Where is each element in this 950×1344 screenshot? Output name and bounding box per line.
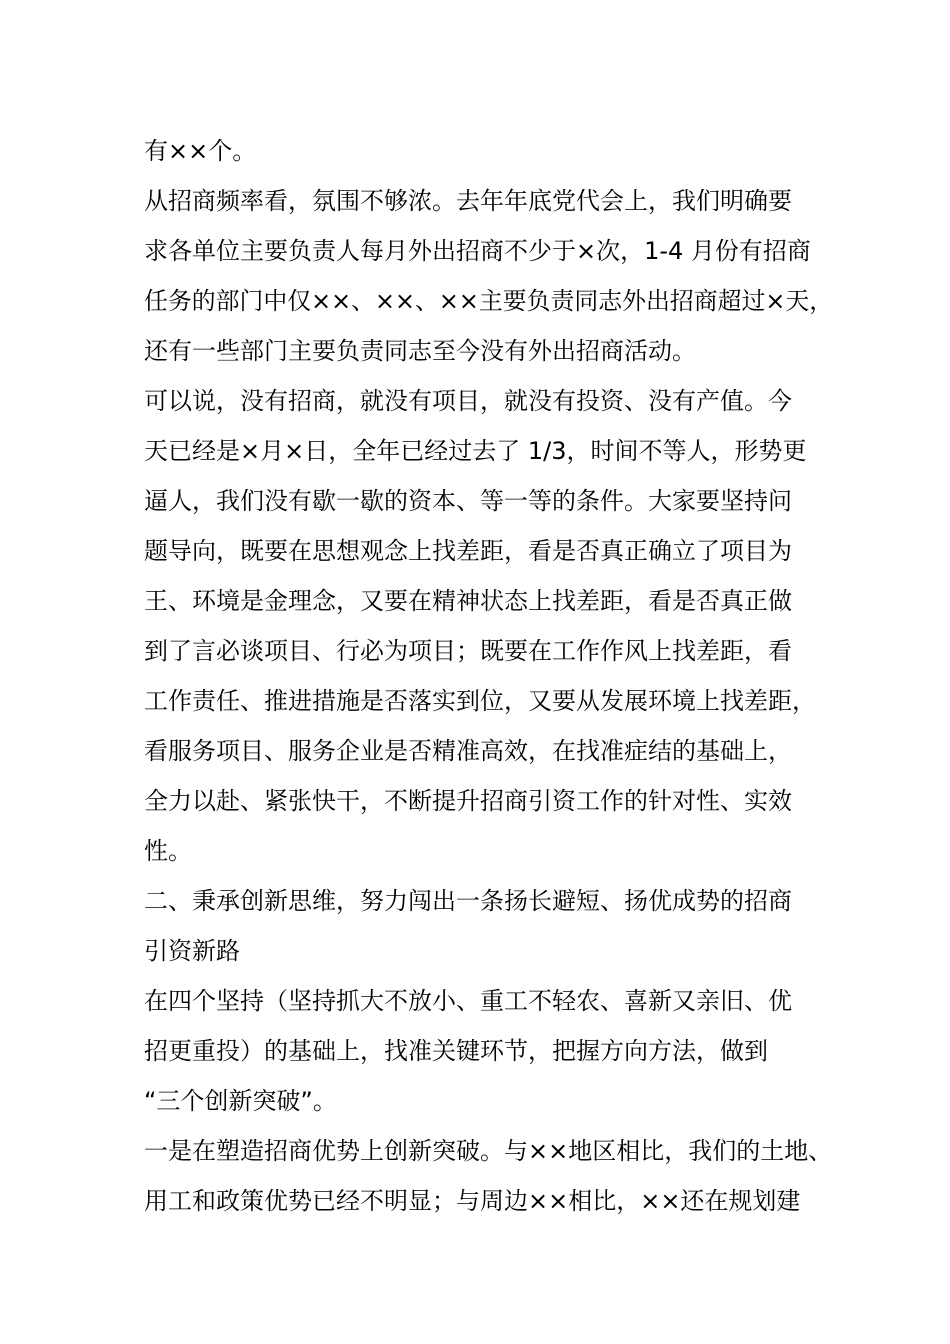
section-heading-line: 二、秉承创新思维，努力闯出一条扬长避短、扬优成势的招商 [144,887,792,915]
text-line: 看服务项目、服务企业是否精准高效，在找准症结的基础上， [144,737,792,765]
text-line: 逼人，我们没有歇一歇的资本、等一等的条件。大家要坚持问 [144,487,792,515]
text-line: 任务的部门中仅××、××、××主要负责同志外出招商超过×天， [144,287,834,315]
text-line: 全力以赴、紧张快干，不断提升招商引资工作的针对性、实效 [144,787,792,815]
document-body [144,126,834,1226]
text-line: 招更重投）的基础上，找准关键环节，把握方向方法，做到 [144,1037,768,1065]
text-line: 用工和政策优势已经不明显；与周边××相比，××还在规划建 [144,1187,801,1215]
text-line: 天已经是×月×日，全年已经过去了 1/3，时间不等人，形势更 [144,437,807,465]
text-line: 王、环境是金理念，又要在精神状态上找差距，看是否真正做 [144,587,792,615]
text-line: “三个创新突破”。 [144,1087,337,1115]
text-line: 工作责任、推进措施是否落实到位，又要从发展环境上找差距， [144,687,816,715]
text-line: 性。 [144,837,192,865]
text-line: 一是在塑造招商优势上创新突破。与××地区相比，我们的土地、 [144,1137,833,1165]
text-line: 还有一些部门主要负责同志至今没有外出招商活动。 [144,337,696,365]
section-heading-line: 引资新路 [144,937,240,965]
text-line: 求各单位主要负责人每月外出招商不少于×次，1-4 月份有招商 [144,237,811,265]
text-line: 可以说，没有招商，就没有项目，就没有投资、没有产值。今 [144,387,792,415]
text-line: 在四个坚持（坚持抓大不放小、重工不轻农、喜新又亲旧、优 [144,987,792,1015]
text-line: 从招商频率看，氛围不够浓。去年年底党代会上，我们明确要 [144,187,792,215]
text-line: 题导向，既要在思想观念上找差距，看是否真正确立了项目为 [144,537,792,565]
text-line: 有××个。 [144,137,257,165]
text-line: 到了言必谈项目、行必为项目；既要在工作作风上找差距，看 [144,637,792,665]
